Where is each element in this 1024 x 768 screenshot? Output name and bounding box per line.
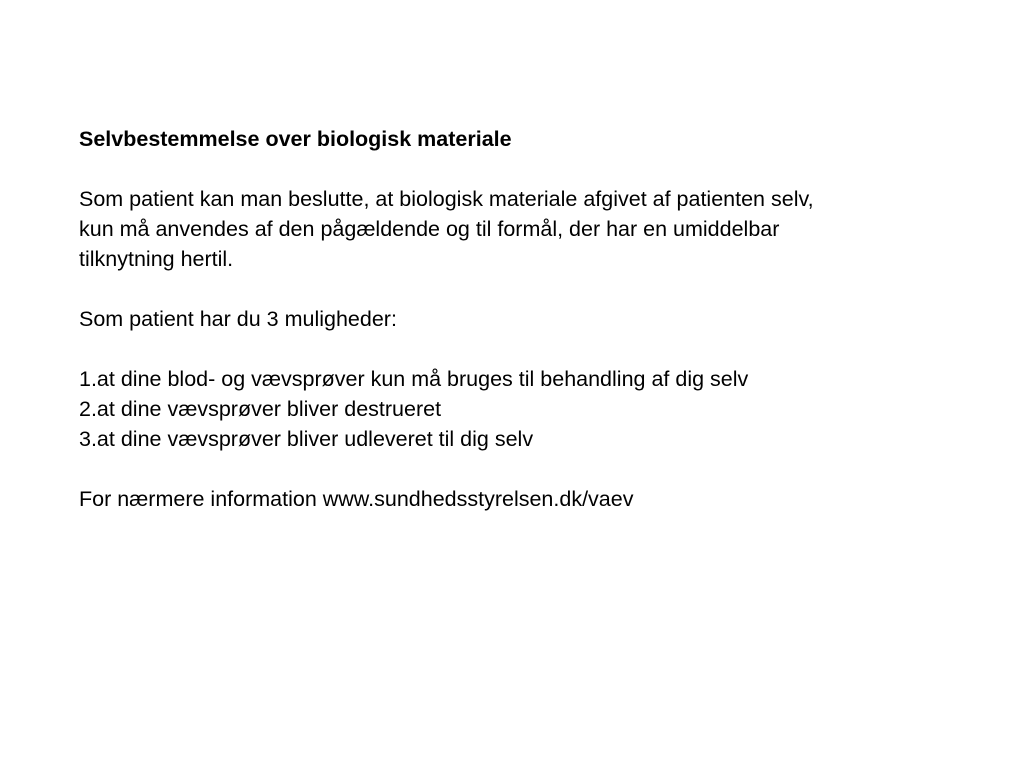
options-list — [79, 364, 979, 454]
paragraph-line: kun må anvendes af den pågældende og til formål, der har en umiddelbar — [79, 217, 780, 241]
options-intro: Som patient har du 3 muligheder: — [79, 307, 397, 331]
paragraph-line: tilknytning hertil. — [79, 247, 234, 271]
list-item: 3.at dine vævsprøver bliver udleveret til dig selv — [79, 427, 534, 451]
slide-content — [79, 124, 979, 514]
spacer — [79, 154, 979, 184]
slide-title: Selvbestemmelse over biologisk materiale — [79, 127, 512, 151]
paragraph-line: Som patient kan man beslutte, at biologisk materiale afgivet af patienten selv, — [79, 187, 814, 211]
spacer — [79, 334, 979, 364]
intro-paragraph — [79, 184, 979, 274]
spacer — [79, 274, 979, 304]
list-item: 1.at dine blod- og vævsprøver kun må bruges til behandling af dig selv — [79, 367, 749, 391]
list-item: 2.at dine vævsprøver bliver destrueret — [79, 397, 442, 421]
spacer — [79, 454, 979, 484]
more-info-text: For nærmere information www.sundhedsstyrelsen.dk/vaev — [79, 487, 634, 511]
